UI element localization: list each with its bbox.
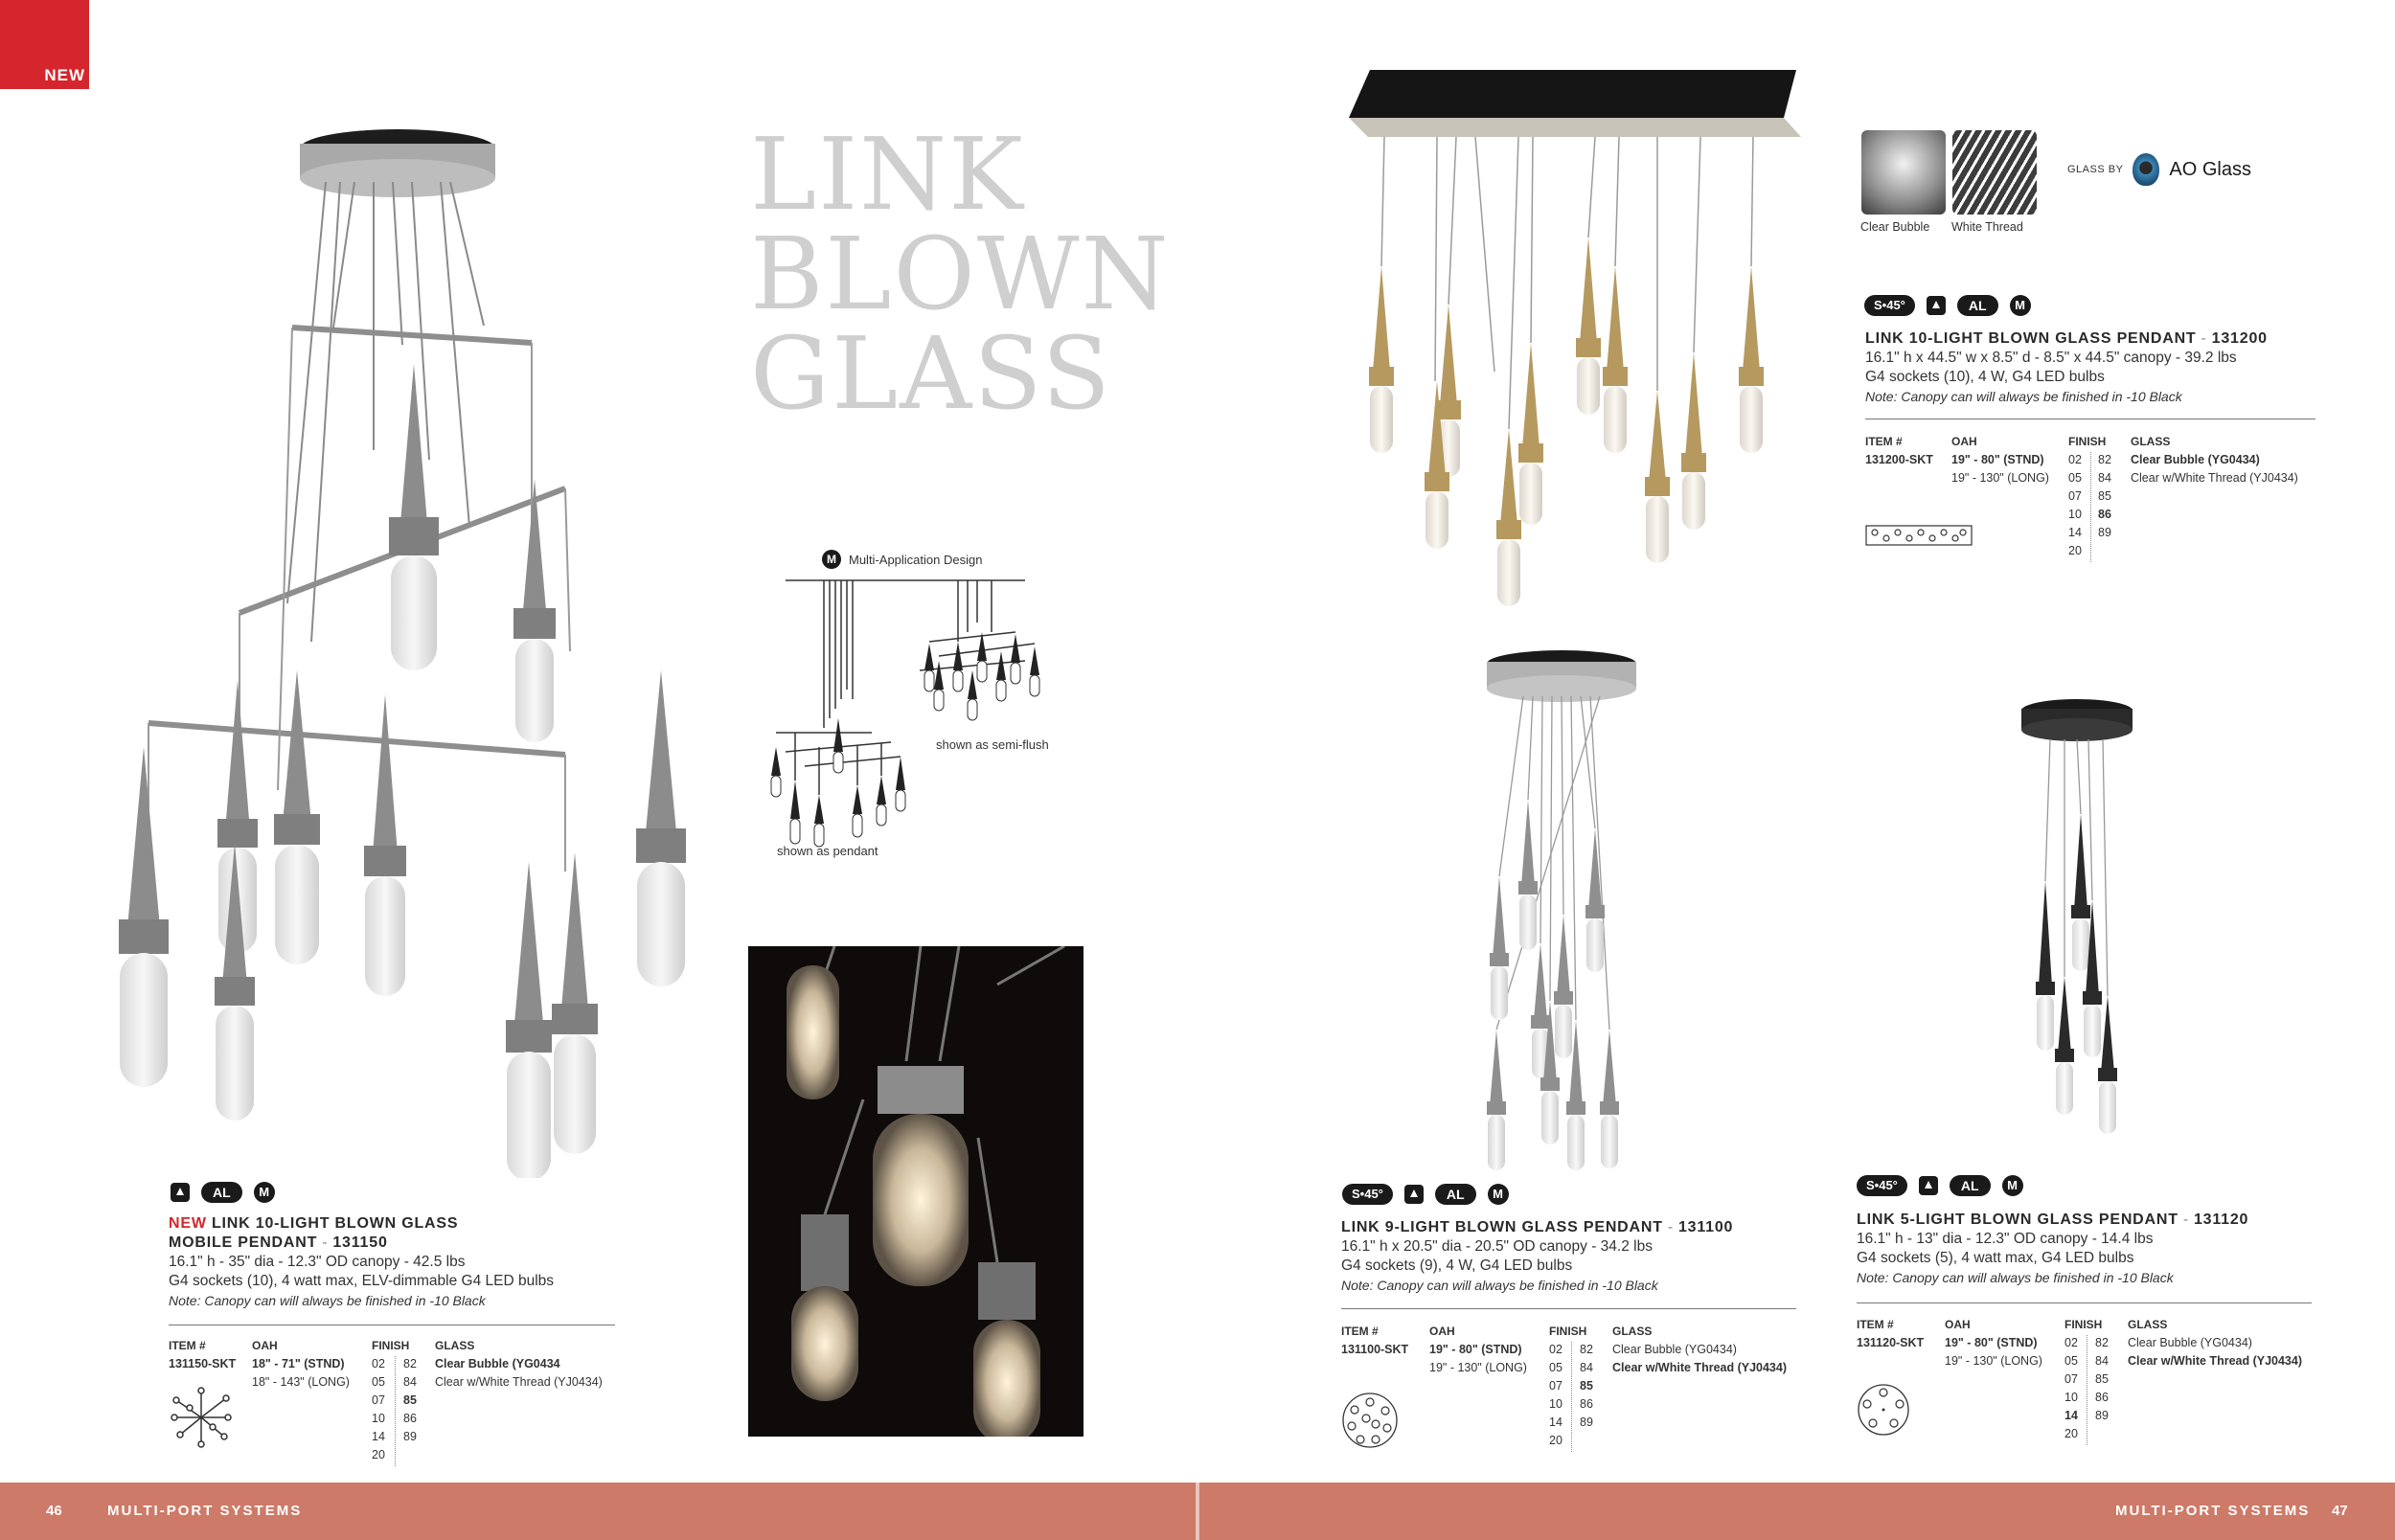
title-line-2: BLOWN [750,215,1171,332]
product-copy-131200 [1865,329,2315,406]
new-label: NEW [169,1215,207,1232]
finish-89: 89 [2098,526,2111,539]
al-badge-icon: AL [1435,1184,1476,1205]
round-5-light-pendant-image [2012,690,2146,1140]
header-finish: FINISH [2068,435,2107,448]
sku: 131150 [332,1234,388,1251]
spec-line-2: G4 sockets (5), 4 watt max, G4 LED bulbs [1857,1250,2134,1266]
finish-20: 20 [2064,1427,2078,1440]
finish-14: 14 [372,1430,385,1443]
diagram-heading-label: Multi-Application Design [849,552,983,567]
finish-05: 05 [372,1375,385,1389]
glass-white-thread: Clear w/White Thread (YJ0434) [2131,471,2298,485]
finish-02: 02 [2068,453,2082,466]
sloped-45-badge-icon: S•45° [1342,1184,1393,1205]
header-oah: OAH [252,1339,278,1352]
finish-85: 85 [403,1393,417,1407]
oah-stnd: 19" - 80" (STND) [1429,1343,1522,1356]
finish-84: 84 [403,1375,417,1389]
feature-icons-131120 [1857,1175,2023,1196]
header-oah: OAH [1951,435,1977,448]
mobile-pendant-image [96,105,718,1178]
sku: 131100 [1677,1219,1734,1235]
home-icon [1927,296,1946,315]
finish-86: 86 [2098,508,2111,521]
closeup-photo-art [748,946,1083,1437]
header-oah: OAH [1945,1318,1971,1331]
title-line-3: GLASS [750,315,1112,432]
finish-07: 07 [2068,489,2082,503]
page-title [750,116,1171,432]
diagram-heading [822,550,982,569]
glass-clear-bubble: Clear Bubble (YG0434) [2131,453,2260,466]
header-finish: FINISH [1549,1325,1587,1338]
caption-semi-flush: shown as semi-flush [936,737,1049,752]
page-number-left: 46 [46,1503,62,1519]
product-title-131150-line2: MOBILE PENDANT - 131150 [169,1234,388,1251]
title-line1: LINK 9-LIGHT BLOWN GLASS PENDANT [1341,1219,1663,1235]
m-badge-icon: M [2010,295,2031,316]
divider [1341,1308,1796,1309]
spec-line-2: G4 sockets (10), 4 W, G4 LED bulbs [1865,369,2105,385]
note: Note: Canopy can will always be finished in -10 Black [169,1293,486,1308]
mobile-layout-icon [171,1387,232,1448]
section-label-right: MULTI-PORT SYSTEMS [2115,1503,2311,1519]
finish-05: 05 [1549,1361,1562,1374]
linear-layout-icon [1865,524,1973,547]
note: Note: Canopy can will always be finished in -10 Black [1857,1270,2174,1285]
product-title-131150 [169,1214,619,1234]
ao-glass-logo-icon [2133,153,2159,186]
finish-separator [2090,452,2091,562]
glass-white-thread: Clear w/White Thread (YJ0434) [435,1375,603,1389]
sloped-45-badge-icon: S•45° [1857,1175,1907,1196]
m-badge-icon: M [1488,1184,1509,1205]
finish-82: 82 [403,1357,417,1370]
closeup-photo [748,946,1083,1437]
oah-long: 18" - 143" (LONG) [252,1375,350,1389]
spec-line-1: 16.1" h x 44.5" w x 8.5" d - 8.5" x 44.5" canopy - 39.2 lbs [1865,350,2237,366]
item-table-131150 [169,1337,619,1471]
product-copy-131150 [169,1214,619,1310]
finish-02: 02 [1549,1343,1562,1356]
item-table-131100 [1341,1323,1801,1457]
finish-07: 07 [1549,1379,1562,1393]
finish-89: 89 [2095,1409,2109,1422]
multi-application-diagram [766,575,1073,852]
header-item: ITEM # [1341,1325,1379,1338]
glass-by-brand: AO Glass [2169,158,2251,180]
swatch-label-clear-bubble: Clear Bubble [1860,220,1930,234]
product-title-131120: LINK 5-LIGHT BLOWN GLASS PENDANT - 131120 [1857,1212,2249,1228]
finish-84: 84 [1580,1361,1593,1374]
oah-stnd: 18" - 71" (STND) [252,1357,345,1370]
swatch-clear-bubble [1861,130,1946,215]
finish-02: 02 [2064,1336,2078,1349]
finish-86: 86 [2095,1391,2109,1404]
round-9-layout-icon [1341,1392,1399,1449]
title-line-1: LINK [750,116,1025,233]
finish-86: 86 [403,1412,417,1425]
item-number: 131200-SKT [1865,453,1933,466]
header-oah: OAH [1429,1325,1455,1338]
home-icon [1404,1185,1424,1204]
finish-07: 07 [2064,1372,2078,1386]
header-finish: FINISH [2064,1318,2103,1331]
finish-14: 14 [2064,1409,2078,1422]
finish-05: 05 [2064,1354,2078,1368]
glass-white-thread: Clear w/White Thread (YJ0434) [2128,1354,2303,1368]
spec-line-1: 16.1" h - 35" dia - 12.3" OD canopy - 42.5 lbs [169,1254,466,1270]
glass-by-label: GLASS BY [2067,164,2124,175]
m-badge-icon: M [2002,1175,2023,1196]
note: Note: Canopy can will always be finished in -10 Black [1865,389,2182,404]
item-number: 131120-SKT [1857,1336,1925,1349]
finish-20: 20 [372,1448,385,1461]
feature-icons-131200 [1864,295,2031,316]
finish-10: 10 [2068,508,2082,521]
item-table-131120 [1857,1316,2316,1450]
title-line1: LINK 5-LIGHT BLOWN GLASS PENDANT [1857,1212,2178,1228]
finish-84: 84 [2098,471,2111,485]
finish-10: 10 [2064,1391,2078,1404]
header-glass: GLASS [435,1339,475,1352]
feature-icons-131100 [1342,1184,1509,1205]
home-icon [1919,1176,1938,1195]
caption-pendant: shown as pendant [777,844,878,858]
finish-05: 05 [2068,471,2082,485]
title-line1: LINK 10-LIGHT BLOWN GLASS [211,1215,459,1232]
linear-pendant-image [1341,65,1801,611]
oah-stnd: 19" - 80" (STND) [1945,1336,2038,1349]
glass-clear-bubble: Clear Bubble (YG0434 [435,1357,560,1370]
finish-85: 85 [2098,489,2111,503]
new-tag-label: NEW [44,66,85,84]
glass-white-thread: Clear w/White Thread (YJ0434) [1612,1361,1788,1374]
divider [1857,1302,2312,1303]
finish-89: 89 [1580,1415,1593,1429]
glass-clear-bubble: Clear Bubble (YG0434) [1612,1343,1737,1356]
spec-line-1: 16.1" h - 13" dia - 12.3" OD canopy - 14.4 lbs [1857,1231,2154,1247]
footer-band [0,1483,2395,1540]
finish-07: 07 [372,1393,385,1407]
finish-85: 85 [2095,1372,2109,1386]
finish-10: 10 [372,1412,385,1425]
m-badge-icon: M [822,550,841,569]
al-badge-icon: AL [1957,295,1998,316]
item-number: 131100-SKT [1341,1343,1409,1356]
header-glass: GLASS [2131,435,2171,448]
sloped-45-badge-icon: S•45° [1864,295,1915,316]
oah-stnd: 19" - 80" (STND) [1951,453,2044,466]
home-icon [171,1183,190,1202]
sku: 131200 [2211,330,2268,347]
glass-by [2067,153,2251,186]
glass-clear-bubble: Clear Bubble (YG0434) [2128,1336,2252,1349]
round-9-light-pendant-image [1456,637,1667,1202]
note: Note: Canopy can will always be finished in -10 Black [1341,1278,1658,1293]
finish-02: 02 [372,1357,385,1370]
header-finish: FINISH [372,1339,410,1352]
finish-84: 84 [2095,1354,2109,1368]
item-number: 131150-SKT [169,1357,237,1370]
finish-20: 20 [1549,1434,1562,1447]
item-table-131200 [1865,433,2315,567]
page-number-right: 47 [2332,1503,2348,1519]
header-item: ITEM # [1865,435,1903,448]
finish-82: 82 [2098,453,2111,466]
header-glass: GLASS [2128,1318,2168,1331]
al-badge-icon: AL [1950,1175,1991,1196]
finish-separator [395,1356,396,1466]
finish-89: 89 [403,1430,417,1443]
finish-14: 14 [1549,1415,1562,1429]
finish-10: 10 [1549,1397,1562,1411]
oah-long: 19" - 130" (LONG) [1429,1361,1527,1374]
product-title-131100: LINK 9-LIGHT BLOWN GLASS PENDANT - 131100 [1341,1219,1734,1235]
oah-long: 19" - 130" (LONG) [1945,1354,2042,1368]
round-5-layout-icon [1857,1383,1910,1437]
oah-long: 19" - 130" (LONG) [1951,471,2049,485]
product-copy-131120 [1857,1211,2316,1287]
spec-line-1: 16.1" h x 20.5" dia - 20.5" OD canopy - 34.2 lbs [1341,1238,1653,1255]
title-line2: MOBILE PENDANT [169,1234,318,1251]
spec-line-2: G4 sockets (9), 4 W, G4 LED bulbs [1341,1257,1573,1274]
feature-icons-131150 [171,1182,275,1203]
finish-82: 82 [2095,1336,2109,1349]
header-item: ITEM # [169,1339,206,1352]
swatch-label-white-thread: White Thread [1951,220,2023,234]
product-title-131200: LINK 10-LIGHT BLOWN GLASS PENDANT - 131200 [1865,330,2268,347]
finish-14: 14 [2068,526,2082,539]
header-glass: GLASS [1612,1325,1653,1338]
spec-line-2: G4 sockets (10), 4 watt max, ELV-dimmable G4 LED bulbs [169,1273,555,1289]
new-corner-tag [0,0,89,89]
m-badge-icon: M [254,1182,275,1203]
finish-separator [1571,1342,1572,1452]
sku: 131120 [2193,1212,2249,1228]
section-label-left: MULTI-PORT SYSTEMS [107,1503,303,1519]
swatch-white-thread [1952,130,2037,215]
al-badge-icon: AL [201,1182,242,1203]
finish-85: 85 [1580,1379,1593,1393]
product-copy-131100 [1341,1218,1801,1295]
finish-82: 82 [1580,1343,1593,1356]
finish-20: 20 [2068,544,2082,557]
header-item: ITEM # [1857,1318,1894,1331]
finish-86: 86 [1580,1397,1593,1411]
title-line1: LINK 10-LIGHT BLOWN GLASS PENDANT [1865,330,2197,347]
page-gutter [1196,1483,1199,1540]
